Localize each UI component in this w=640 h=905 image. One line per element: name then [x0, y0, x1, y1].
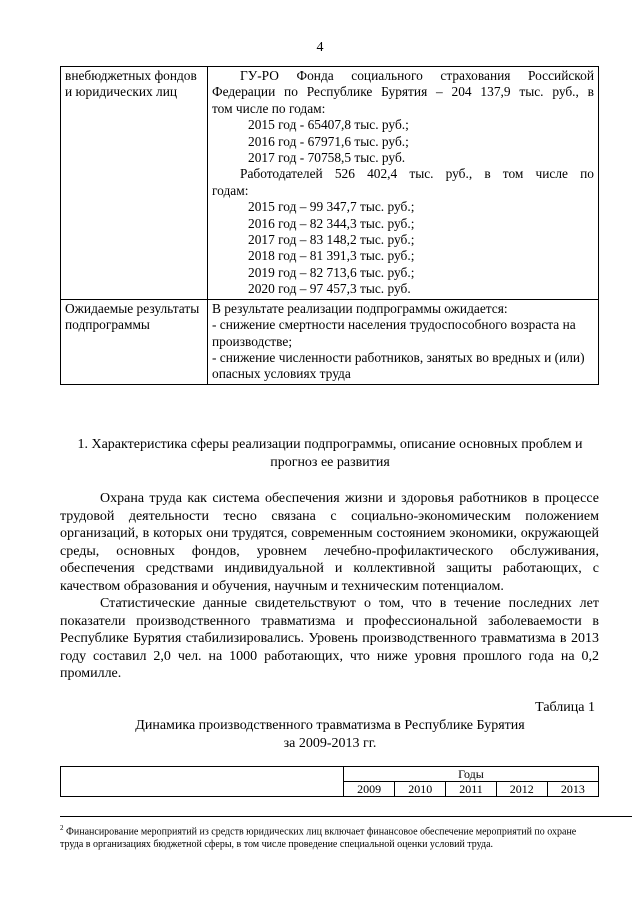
body-text [60, 490, 599, 683]
results-line: В результате реализации подпрограммы ожидается: [212, 300, 508, 316]
employers-year-2018: 2018 год – 81 391,3 тыс. руб.; [248, 248, 415, 264]
results-line: - снижение смертности населения трудоспособного возраста на производстве; [212, 317, 576, 349]
years-header: Годы [344, 767, 599, 782]
employers-year-2016: 2016 год – 82 344,3 тыс. руб.; [248, 215, 415, 231]
year-cell: 2011 [446, 782, 496, 797]
fss-year-2017: 2017 год - 70758,5 тыс. руб. [248, 150, 406, 166]
results-label: Ожидаемые результаты подпрограммы [61, 299, 208, 384]
employers-line: годам: [212, 182, 249, 198]
employers-year-2017: 2017 год – 83 148,2 тыс. руб.; [248, 232, 415, 248]
results-line: - снижение численности работников, занятых во вредных и (или) опасных условиях труда [212, 349, 585, 382]
passport-table [60, 66, 599, 385]
fss-year-2016: 2016 год - 67971,6 тыс. руб.; [248, 133, 409, 149]
fss-year-2015: 2015 год - 65407,8 тыс. руб.; [248, 117, 409, 133]
employers-line: Работодателей 526 402,4 тыс. руб., в том числе по [240, 166, 594, 182]
table-title-line: Динамика производственного травматизма в Республике Бурятия [135, 718, 525, 733]
footnote-text: Финансирование мероприятий из средств юридических лиц включает финансовое обеспечение мероприятий по охране труда в организациях бюджетной сферы, в том числе проведение специальной оценки условий труда. [60, 826, 577, 851]
year-cell: 2010 [395, 782, 446, 797]
funding-content [208, 67, 599, 300]
table-header-blank [61, 767, 344, 797]
footnote-mark: 2 [60, 824, 64, 832]
footnote [60, 822, 600, 851]
table-title [60, 717, 600, 752]
year-cell: 2013 [547, 782, 598, 797]
table-header-row [61, 767, 599, 782]
paragraph: Статистические данные свидетельствуют о том, что в течение последних лет показатели производственного травматизма и профессиональной заболеваемости в Республике Бурятия стабилизировались. Уровень производственного травматизма в 2013 году составил 2,0 чел. на 1000 работающих, что ниже уровня прошлого года на 0,2 промилле. [60, 596, 599, 681]
paragraph: Охрана труда как система обеспечения жизни и здоровья работников в процессе трудовой деятельности тесно связана с социально-экономическим положением организаций, в которых они трудятся, современным состоянием экономики, окружающей среды, основных фондов, уровнем лечебно-профилактического обслуживания, обеспечения средствами индивидуальной и коллективной защиты работающих, с качеством образования и обучения, научным и техническим потенциалом. [60, 491, 599, 594]
page-number: 4 [316, 40, 324, 55]
employers-year-2019: 2019 год – 82 713,6 тыс. руб.; [248, 264, 415, 280]
fss-line: ГУ-РО Фонда социального страхования Российской [240, 68, 594, 83]
year-cell: 2009 [344, 782, 395, 797]
footnote-separator [60, 816, 632, 817]
employers-year-2020: 2020 год – 97 457,3 тыс. руб. [248, 281, 411, 297]
section-title: 1. Характеристика сферы реализации подпрограммы, описание основных проблем и прогноз ее развития [77, 437, 583, 470]
table-label: Таблица 1 [535, 700, 595, 715]
funding-row [61, 67, 599, 300]
fss-line: Федерации по Республике Бурятия – 204 137,9 тыс. руб., в [212, 84, 594, 100]
injury-table [60, 766, 599, 797]
table-title-line: за 2009-2013 гг. [283, 735, 377, 751]
results-content [208, 299, 599, 384]
employers-year-2015: 2015 год – 99 347,7 тыс. руб.; [248, 199, 415, 215]
funding-label: внебюджетных фондов и юридических лиц [61, 67, 208, 300]
results-row [61, 299, 599, 384]
year-cell: 2012 [496, 782, 547, 797]
fss-line: том числе по годам: [212, 100, 326, 116]
